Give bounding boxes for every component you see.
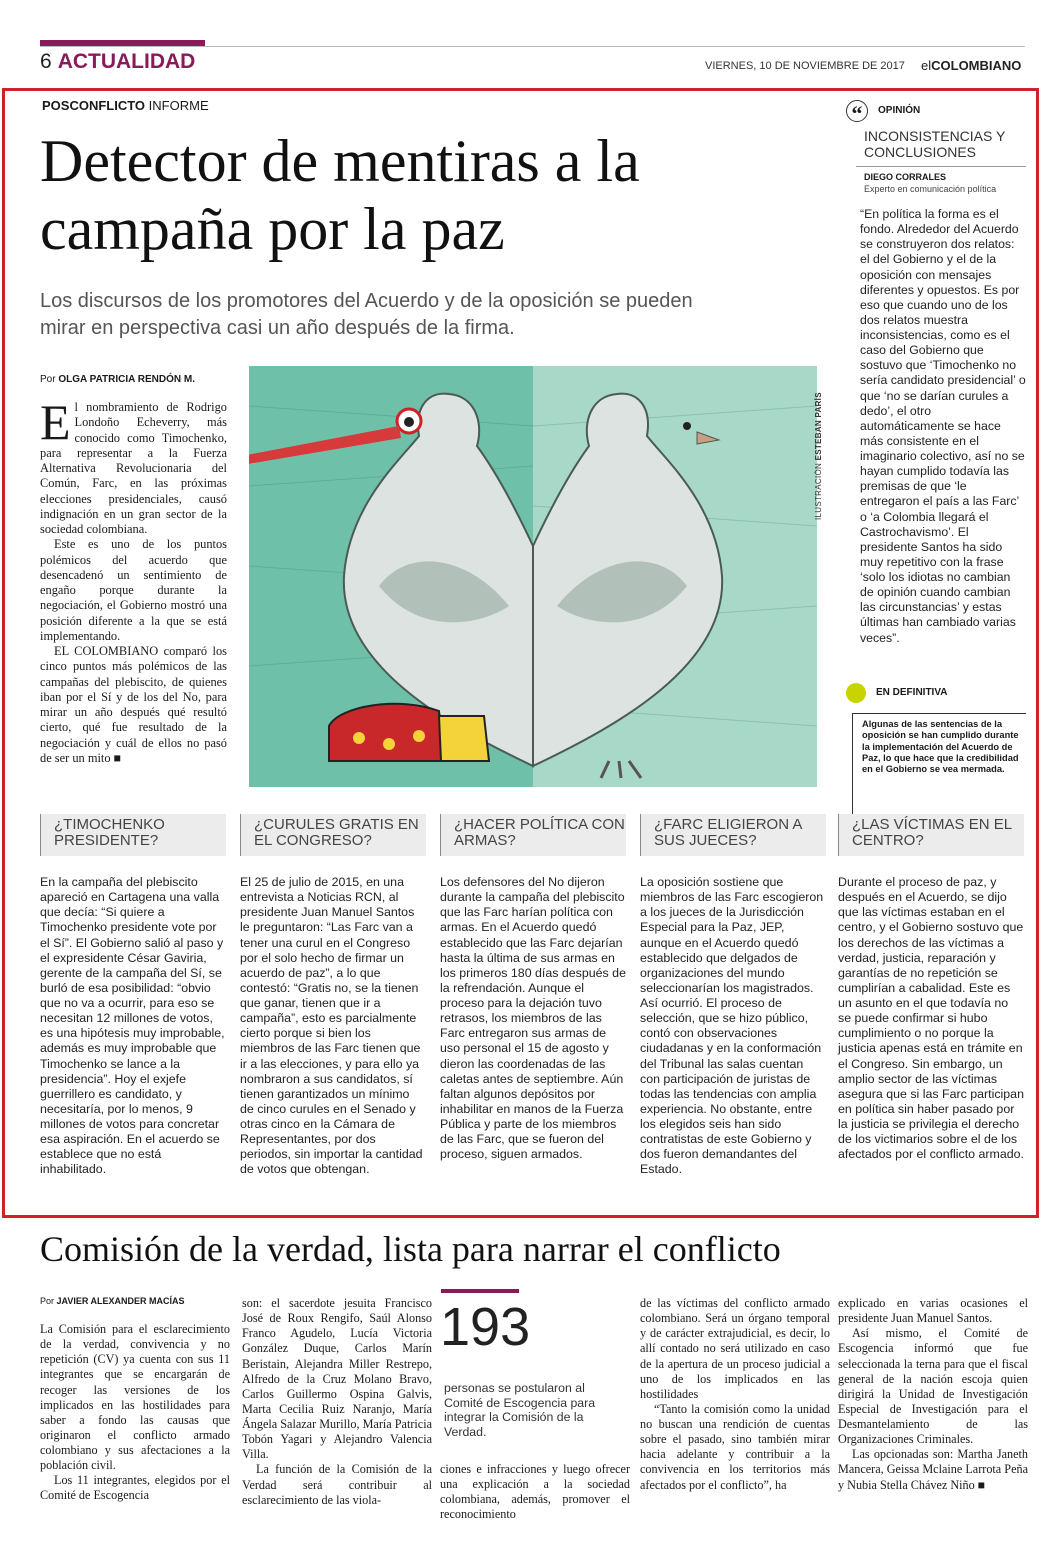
newspaper-brand: [921, 58, 1021, 73]
box-rule-horizontal: [852, 713, 1026, 714]
section-name: ACTUALIDAD: [57, 50, 196, 73]
question-box: [40, 814, 226, 856]
question-title: ¿LAS VÍCTIMAS EN EL CENTRO?: [852, 816, 1012, 849]
illustration-credit: [814, 370, 834, 520]
stat-number: 193: [440, 1297, 531, 1357]
paragraph-text: l nombramiento de Rodrigo Londoño Echeverry, más conocido como Timochenko, para representar a la Fuerza Alternativa Revolucionaria del Común, Farc, en las próximas elecciones presidenciales, causó indignación en un gran sector de la sociedad colombiana.: [40, 400, 227, 536]
en-definitiva-text: Algunas de las sentencias de la oposición se han cumplido durante la implementación del Acuerdo de Paz, lo que hace que la credibilidad en el Gobierno se vea mermada.: [862, 719, 1019, 775]
body-paragraph: La Comisión para el esclarecimiento de la verdad, convivencia y no repetición (CV) ya cuenta con sus 11 integrantes que se encargarán de recoger las versiones de los implicados en las hostilidades para saber a fondo las causas que originaron el conflicto armado colombiano y sus afectaciones a la población civil.: [40, 1322, 230, 1473]
en-definitiva-label: EN DEFINITIVA: [876, 687, 948, 698]
header-rule: [40, 46, 1025, 47]
question-answer: Durante el proceso de paz, y después en el Acuerdo, se dijo que las víctimas estaban en el centro, y el Gobierno sostuvo que los derechos de las víctimas a verdad, justicia, reparación y garantías de no repetición se cumplirían a cabalidad. Este es un asunto en el que todavía no se puede confirmar si hubo cumplimiento o no porque la justicia apenas está en trámite en el Congreso. Sin embargo, un amplio sector de las víctimas asegura que si las Farc participan en política sin haber pasado por la justicia se privilegia el derecho de los victimarios sobre el de los afectados por el conflicto armado.: [838, 875, 1024, 1162]
question-bar: [240, 814, 241, 856]
question-answer: Los defensores del No dijeron durante la campaña del plebiscito que las Farc harían política con armas. En el Acuerdo quedó establecido que las Farc dejarían hasta la última de sus armas en los primeros 180 días después de la refrendación. Aunque el proceso para la dejación tuvo retrasos, los miembros de las Farc entregaron sus armas de uso personal el 15 de agosto y dieron las coordenadas de las caletas antes de septiembre. Aún faltan algunos depósitos por inhabilitar en manos de la Fuerza Pública y parte de los miembros de las Farc, que se fueron del proceso, siguen armados.: [440, 875, 626, 1162]
body-paragraph: explicado en varias ocasiones el presidente Juan Manuel Santos.: [838, 1296, 1028, 1326]
article-byline: [40, 374, 195, 385]
question-answer: La oposición sostiene que miembros de las Farc escogieron a los jueces de la Jurisdicción Especial para la Paz, JEP, aunque en el Acuerdo quedó establecido que delgados de organizaciones del mundo seleccionarían los magistrados. Así ocurrió. El proceso de selección, que se hizo público, contó con observaciones ciudadanas y en la conformación del Tribunal las salas cuentan con participación de juristas de todas las tendencias con amplia experiencia. No obstante, entre los elegidos seis han sido contratistas de este Gobierno y dos fueron demandantes del Estado.: [640, 875, 824, 1177]
credit-prefix: ILUSTRACIÓN: [814, 462, 823, 520]
article2-column: [640, 1296, 830, 1493]
brand-name: COLOMBIANO: [931, 58, 1022, 73]
kicker-type: INFORME: [148, 98, 209, 113]
question-answer: En la campaña del plebiscito apareció en Cartagena una valla que decía: “Si quiere a Timochenko presidente vote por el Sí”. El Gobierno salió al paso y el expresidente César Gaviria, gerente de la campaña del Sí, se burló de esa posibilidad: “obvio que no va a ocurrir, para eso se necesitan 12 millones de votos, es una hipótesis muy improbable, además es muy improbable que Timochenko se lance a la presidencia”. Hoy el exjefe guerrillero es candidato, y necesitaría, por lo menos, 9 millones de votos para concretar esa aspiración. En el acuerdo se establece que no está inhabilitado.: [40, 875, 225, 1177]
question-box: [838, 814, 1024, 856]
en-definitiva-box: [846, 683, 1026, 803]
question-bar: [40, 814, 41, 856]
brand-prefix: el: [921, 58, 932, 73]
stat-accent-bar: [441, 1289, 519, 1293]
article-deck: Los discursos de los promotores del Acuerdo y de la oposición se pueden mirar en perspectiva casi un año después de la firma.: [40, 290, 693, 339]
question-bar: [838, 814, 839, 856]
opinion-label: OPINIÓN: [878, 105, 921, 116]
body-paragraph: Las opcionadas son: Martha Janeth Mancera, Geissa Mclaine Larrota Peña y Nubia Stella Chávez Niño ■: [838, 1447, 1028, 1492]
body-paragraph: “Tanto la comisión como la unidad no buscan una rendición de cuentas sobre el pasado, sino también mirar hacia adelante y contribuir a la convivencia en los territorios más afectados por el conflicto”, ha: [640, 1401, 830, 1492]
byline-prefix: Por: [40, 374, 56, 385]
body-paragraph: de las víctimas del conflicto armado colombiano. Será un órgano temporal y de carácter extrajudicial, es decir, lo allí contado no será utilizado en caso de la apertura de un proceso judicial a uno de los implicados en las hostilidades: [640, 1296, 830, 1401]
question-title: ¿CURULES GRATIS EN EL CONGRESO?: [254, 816, 419, 849]
pigeons-illustration: [249, 366, 817, 787]
question-box: [640, 814, 826, 856]
byline-name: JAVIER ALEXANDER MACÍAS: [56, 1296, 185, 1306]
page-section-header: [40, 50, 195, 74]
page-number: 6: [40, 50, 52, 73]
body-paragraph: Así mismo, el Comité de Escogencia informó que fue seleccionada la terna para que el fiscal general de la nación escoja quien dirigirá la Unidad de Investigación Especial de Investigación para el Desmantelamiento de las Organizaciones Criminales.: [838, 1326, 1028, 1447]
opinion-author: DIEGO CORRALES: [864, 172, 947, 182]
quote-icon: “: [846, 100, 868, 122]
question-bar: [640, 814, 641, 856]
article2-byline: [40, 1296, 185, 1306]
article-headline: Detector de mentiras a la campaña por la paz: [40, 128, 640, 262]
article-kicker: [42, 98, 209, 113]
body-paragraph: EL COLOMBIANO comparó los cinco puntos más polémicos de las campañas del plebiscito, de quienes iban por el Sí y de los del No, para mirar un año después qué resultó cierto, qué fue resultado de la negociación y cuál de ellos no pasó de ser un mito ■: [40, 644, 227, 765]
body-paragraph: [40, 394, 227, 537]
question-box: [240, 814, 426, 856]
article2-headline: Comisión de la verdad, lista para narrar el conflicto: [40, 1229, 781, 1269]
body-paragraph: ciones e infracciones y luego ofrecer una explicación a la sociedad colombiana, además, promover el reconocimiento: [440, 1462, 630, 1522]
byline-prefix: Por: [40, 1296, 55, 1306]
article2-column: [440, 1462, 630, 1523]
question-title: ¿FARC ELIGIERON A SUS JUECES?: [654, 816, 802, 849]
body-paragraph: Los 11 integrantes, elegidos por el Comité de Escogencia: [40, 1473, 230, 1503]
opinion-column: [846, 100, 1026, 660]
summary-icon: [846, 683, 866, 703]
article2-column: [838, 1296, 1028, 1493]
drop-cap: E: [40, 394, 71, 450]
opinion-author-role: Experto en comunicación política: [864, 184, 997, 194]
opinion-rule: [856, 166, 1026, 167]
kicker-topic: POSCONFLICTO: [42, 98, 146, 113]
credit-name: ESTEBAN PARÍS: [814, 392, 823, 461]
box-rule-vertical: [852, 713, 853, 817]
stat-caption: personas se postularon al Comité de Escogencia para integrar la Comisión de la Verdad.: [444, 1381, 596, 1439]
article2-column: [242, 1296, 432, 1508]
article-body: [40, 394, 227, 766]
body-paragraph: La función de la Comisión de la Verdad será contribuir al esclarecimiento de las viola-: [242, 1462, 432, 1507]
opinion-text: “En política la forma es el fondo. Alrededor del Acuerdo se construyeron dos relatos: el del Gobierno y el de la oposición con mensajes diferentes y opuestos. Es por eso que cuando uno de los dos relatos muestra inconsistencias, como es el caso del Gobierno que sostuvo que ‘Timochenko no sería candidato presidencial’ o que ‘no se darían curules a dedo’, el otro automáticamente se hace más consistente en el imaginario colectivo, así no se hayan cumplido todavía las premisas de que ‘le entregaron el país a las Farc’ o ‘a Colombia llegará el Castrochavismo’. El presidente Santos ha sido muy repetitivo con la frase ‘solo los idiotas no cambian de opinión cuando cambian las circunstancias’ y estas últimas han cambiado varias veces”.: [860, 207, 1026, 645]
opinion-title: INCONSISTENCIAS Y CONCLUSIONES: [864, 128, 1006, 161]
question-title: ¿TIMOCHENKO PRESIDENTE?: [54, 816, 165, 849]
question-bar: [440, 814, 441, 856]
question-box: [440, 814, 626, 856]
question-answer: El 25 de julio de 2015, en una entrevista a Noticias RCN, al presidente Juan Manuel Santos le preguntaron: “Las Farc van a tener una curul en el Congreso por el solo hecho de firmar un acuerdo de paz”, a lo que contestó: “Gratis no, se la tienen que ganar, tienen que ir a campaña”, esto es parcialmente cierto porque si bien los miembros de las Farc tienen que ir a las elecciones, y para ello ya nombraron a sus candidatos, sí tienen garantizados un mínimo de cinco curules en el Senado y otras cinco en la Cámara de Representantes, por dos periodos, sin importar la cantidad de votos que obtengan.: [240, 875, 423, 1177]
issue-date: VIERNES, 10 DE NOVIEMBRE DE 2017: [705, 60, 905, 72]
body-paragraph: son: el sacerdote jesuita Francisco José de Roux Rengifo, Saúl Alonso Franco Agudelo, Lucía Victoria González Duque, Carlos Marín Beristain, Alejandra Miller Restrepo, Alfredo de la Cruz Molano Bravo, Carlos Guillermo Ospina Galvis, Marta Cecilia Ruiz Naranjo, María Ángela Salazar Murillo, María Patricia Tobón Yagari y Alejandro Valencia Villa.: [242, 1296, 432, 1462]
body-paragraph: Este es uno de los puntos polémicos del acuerdo que desencadenó un sentimiento de engaño porque durante la negociación, el Gobierno mostró una posición diferente a la que se está implementando.: [40, 537, 227, 643]
article2-column: [40, 1322, 230, 1504]
question-title: ¿HACER POLÍTICA CON ARMAS?: [454, 816, 625, 849]
byline-name: OLGA PATRICIA RENDÓN M.: [58, 374, 196, 385]
